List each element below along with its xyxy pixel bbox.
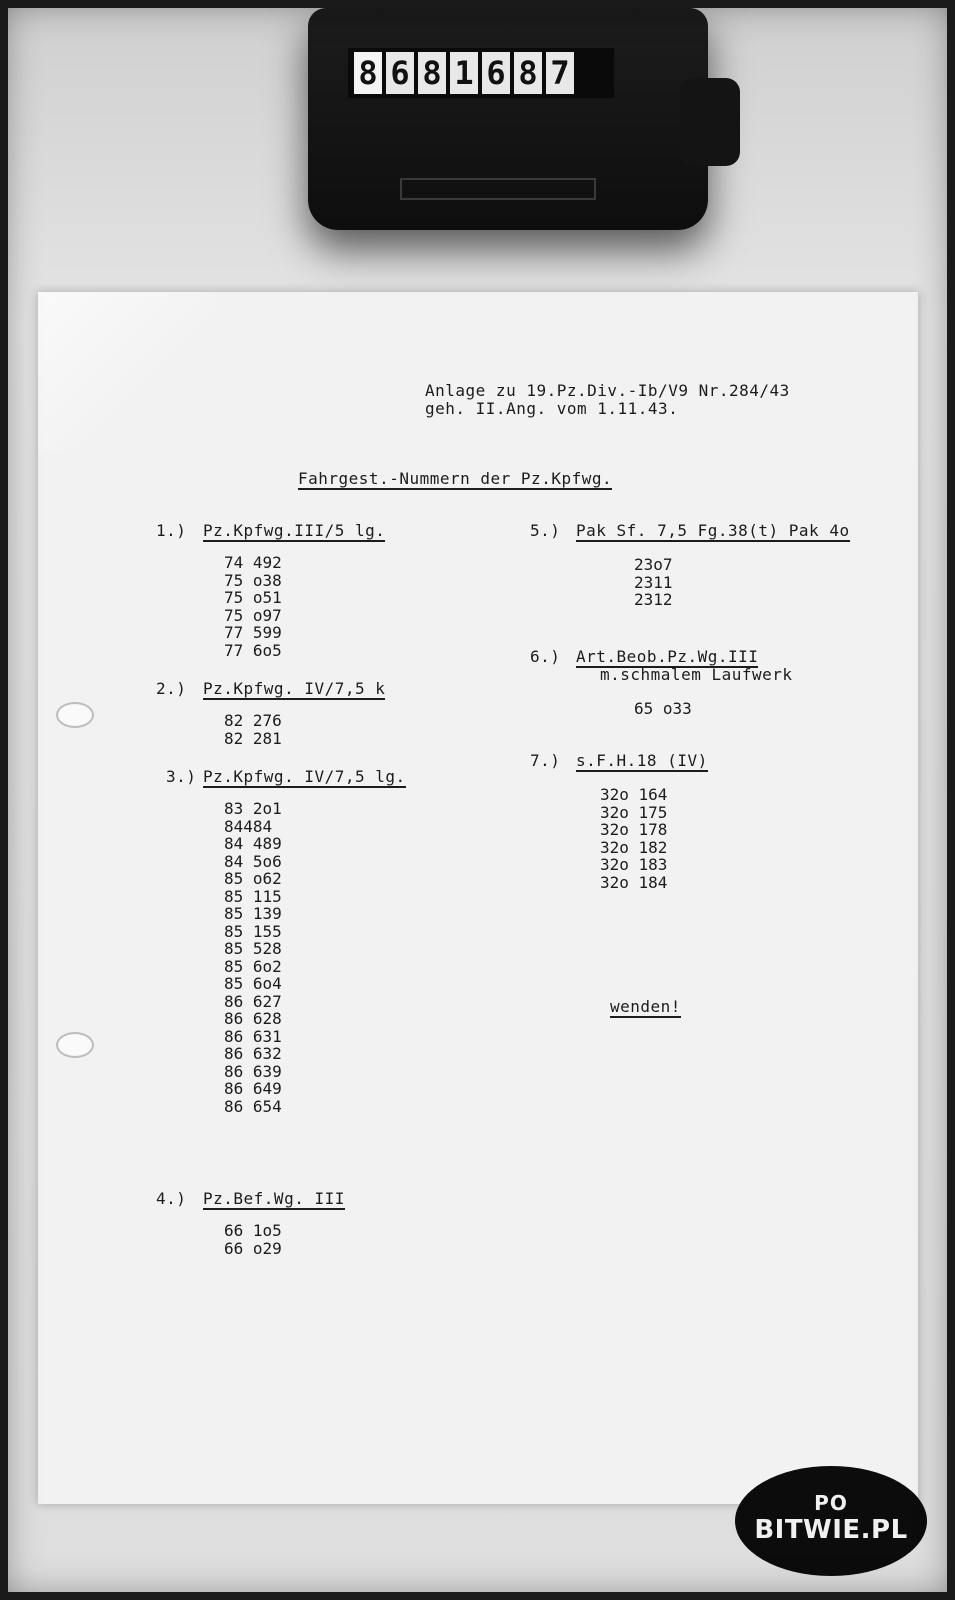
chassis-number: 32o 183 [600, 855, 668, 874]
chassis-number: 66 o29 [224, 1238, 282, 1258]
counter-window [348, 48, 614, 98]
chassis-number: 65 o33 [634, 699, 692, 718]
section-4-heading: Pz.Bef.Wg. III [203, 1189, 345, 1208]
punch-hole [56, 1032, 94, 1058]
chassis-number: 84484 [224, 816, 273, 836]
chassis-number: 82 276 [224, 711, 282, 730]
chassis-number: 82 281 [224, 728, 282, 748]
header-line-1: Anlage zu 19.Pz.Div.-Ib/V9 Nr.284/43 [425, 381, 790, 400]
counter-digit: 8 [418, 52, 446, 94]
section-6-subheading: m.schmalem Laufwerk [600, 665, 793, 684]
chassis-number: 86 649 [224, 1079, 282, 1098]
counter-digit: 1 [450, 52, 478, 94]
section-7-heading: s.F.H.18 (IV) [576, 751, 708, 770]
section-2-heading: Pz.Kpfwg. IV/7,5 k [203, 679, 386, 698]
chassis-number: 32o 164 [600, 785, 668, 804]
chassis-number: 74 492 [224, 553, 282, 572]
chassis-number: 84 489 [224, 834, 282, 853]
document-title: Fahrgest.-Nummern der Pz.Kpfwg. [298, 469, 613, 488]
section-3-numbers [224, 800, 282, 1115]
chassis-number: 66 1o5 [224, 1221, 282, 1240]
section-6-heading: Art.Beob.Pz.Wg.III [576, 647, 759, 666]
logo-bottom-text: BITWIE.PL [754, 1515, 908, 1545]
chassis-number: 86 628 [224, 1009, 282, 1028]
section-7-numbers [600, 786, 667, 891]
chassis-number: 77 599 [224, 623, 282, 642]
section-6-label: 6.) [530, 647, 561, 666]
chassis-number: 86 631 [224, 1026, 282, 1046]
chassis-number: 32o 184 [600, 872, 668, 892]
chassis-number: 85 6o2 [224, 956, 282, 976]
chassis-number: 86 627 [224, 991, 282, 1011]
counter-knob [680, 78, 740, 166]
chassis-number: 85 6o4 [224, 974, 282, 993]
chassis-number: 85 139 [224, 904, 282, 923]
header-line-2: geh. II.Ang. vom 1.11.43. [425, 399, 679, 418]
chassis-number: 85 o62 [224, 869, 282, 888]
section-6-numbers [634, 700, 692, 718]
chassis-number: 75 o38 [224, 570, 282, 590]
section-1-label: 1.) [156, 521, 187, 540]
chassis-number: 77 6o5 [224, 640, 282, 660]
chassis-number: 83 2o1 [224, 799, 282, 818]
section-5-numbers [634, 556, 673, 609]
chassis-number: 75 o97 [224, 605, 282, 625]
chassis-number: 32o 178 [600, 820, 668, 839]
section-7-label: 7.) [530, 751, 561, 770]
chassis-number: 75 o51 [224, 588, 282, 607]
section-2-label: 2.) [156, 679, 187, 698]
counter-digit: 8 [354, 52, 382, 94]
counter-digit: 7 [546, 52, 574, 94]
turn-over-note: wenden! [610, 997, 681, 1016]
chassis-number: 85 155 [224, 921, 282, 941]
section-5-label: 5.) [530, 521, 561, 540]
section-4-numbers [224, 1222, 282, 1257]
section-3-heading: Pz.Kpfwg. IV/7,5 lg. [203, 767, 406, 786]
chassis-number: 86 632 [224, 1044, 282, 1063]
chassis-number: 23o7 [634, 555, 673, 574]
section-4-label: 4.) [156, 1189, 187, 1208]
chassis-number: 2311 [634, 572, 673, 592]
logo-top-text: PO [814, 1491, 848, 1515]
punch-hole [56, 702, 94, 728]
counter-digit: 6 [482, 52, 510, 94]
section-3-label: 3.) [166, 767, 197, 786]
chassis-number: 32o 182 [600, 837, 668, 857]
chassis-number: 85 115 [224, 886, 282, 906]
chassis-number: 85 528 [224, 939, 282, 958]
chassis-number: 32o 175 [600, 802, 668, 822]
chassis-number: 2312 [634, 590, 673, 609]
chassis-number: 86 654 [224, 1096, 282, 1116]
counter-digit: 8 [514, 52, 542, 94]
chassis-number: 86 639 [224, 1061, 282, 1081]
counter-slot [400, 178, 596, 200]
counter-digit: 6 [386, 52, 414, 94]
section-5-heading: Pak Sf. 7,5 Fg.38(t) Pak 4o [576, 521, 850, 540]
chassis-number: 84 5o6 [224, 851, 282, 871]
watermark-logo [735, 1466, 927, 1576]
section-1-heading: Pz.Kpfwg.III/5 lg. [203, 521, 386, 540]
section-2-numbers [224, 712, 282, 747]
section-1-numbers [224, 554, 282, 659]
